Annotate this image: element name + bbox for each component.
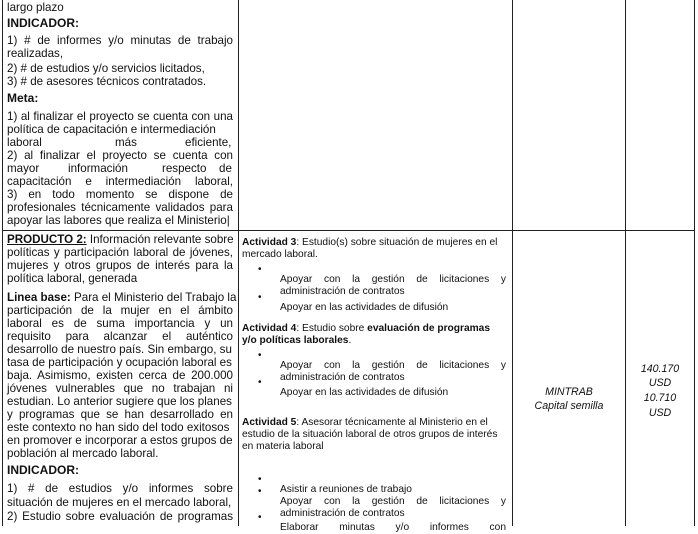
actividad-5-bullet-3: Elaborar minutas y/o informes con — [280, 522, 506, 534]
linea-base-line-5: desarrollo de nuestro país. Sin embargo, su — [7, 343, 232, 356]
linea-base-line-11: este contexto no han sido del todo exitosos — [7, 421, 230, 434]
meta-item-2-word-c: respecto — [162, 162, 207, 175]
linea-base-label: Linea base: — [7, 291, 71, 304]
meta-item-1-cont: política de capacitación e intermediación — [7, 123, 216, 136]
table-column-divider-3 — [625, 0, 626, 526]
actividad-3-text-2: mercado laboral. — [242, 249, 318, 260]
linea-base-line-2: participación de la mujer en el ámbito — [7, 304, 233, 317]
producto-desc-1: Información relevante sobre — [86, 233, 234, 246]
linea-base-line-9: estudian. Lo anterior sugiere que los planes — [7, 395, 232, 408]
linea-base-line-4: requisito para alcanzar el auténtico — [7, 330, 233, 343]
bullet-icon: • — [258, 264, 262, 275]
actividad-4-bold: evaluación de programas — [367, 323, 491, 334]
actividad-5-text-2: estudio de la situación laboral de otros grupos de interés — [242, 429, 498, 440]
bullet-icon: • — [258, 486, 262, 497]
meta-item-3: 3) en todo momento se dispone de — [7, 188, 233, 201]
producto-label: PRODUCTO 2: — [7, 233, 87, 246]
responsable-fund: Capital semilla — [534, 399, 604, 412]
actividad-4-bullet-1-cont: administración de contratos — [280, 372, 405, 384]
table-row-divider — [2, 230, 695, 231]
actividad-3-bullet-1: Apoyar con la gestión de licitaciones y — [280, 274, 506, 286]
bullet-icon: • — [258, 292, 262, 303]
indicador-item-1-cont: realizadas, — [7, 47, 64, 60]
actividad-3-bullet-2: Apoyar en las actividades de difusión — [280, 302, 449, 314]
bullet-icon: • — [258, 512, 262, 523]
actividad-5-label: Actividad 5 — [242, 417, 297, 428]
meta-item-1: 1) al finalizar el proyecto se cuenta con una — [7, 110, 233, 123]
linea-base-line-8: jóvenes vulnerables que no trabajan ni — [7, 382, 233, 395]
bullet-icon: • — [258, 350, 262, 361]
meta-item-3-end: apoyar las labores que realiza el Ministerio| — [7, 214, 230, 227]
linea-base-line-7: baja. Asimismo, existen cerca de 200.000 — [7, 369, 233, 382]
indicador-heading: INDICADOR: — [7, 16, 79, 30]
meta-item-2-word-d: de — [219, 162, 232, 175]
bullet-icon: • — [258, 377, 262, 388]
carry-over-text: largo plazo — [7, 1, 64, 14]
meta-item-1-word-b: más — [115, 136, 137, 149]
meta-item-2: 2) al finalizar el proyecto se cuenta con — [7, 149, 233, 162]
actividad-4-bullet-2: Apoyar en las actividades de difusión — [280, 387, 449, 399]
responsable-org: MINTRAB — [545, 385, 593, 398]
actividad-3-label: Actividad 3 — [242, 237, 297, 248]
producto-desc-4: política laboral, generada — [7, 272, 138, 285]
meta-item-3-cont: profesionales técnicamente validados para — [7, 201, 233, 214]
actividad-4-label: Actividad 4 — [242, 323, 297, 334]
actividad-4-dot: . — [348, 335, 352, 346]
producto-indicador-2: 2) Estudio sobre evaluación de programas — [7, 510, 233, 523]
meta-item-2-word-a: mayor — [7, 162, 40, 175]
producto-indicador-1-cont: situación de mujeres en el mercado laboral, — [7, 496, 232, 509]
meta-item-1-word-a: laboral — [7, 136, 42, 149]
producto-desc-3: mujeres y otros grupos de interés para la — [7, 259, 233, 272]
actividad-5-text-3: en materia laboral — [242, 441, 324, 452]
actividad-4-bold-2: y/o políticas laborales — [242, 335, 349, 346]
monto-2-value: 10.710 — [643, 391, 677, 404]
monto-1-value: 140.170 — [640, 362, 680, 375]
indicador-item-3: 3) # de asesores técnicos contratados. — [7, 75, 207, 88]
meta-item-2-word-b: información — [68, 162, 128, 175]
table-column-divider-2 — [512, 0, 513, 526]
table-border-left — [2, 0, 3, 526]
indicador-item-1: 1) # de informes y/o minutas de trabajo — [7, 34, 233, 47]
linea-base-line-3: laboral es de suma importancia y un — [7, 317, 233, 330]
actividad-4-text: : Estudio sobre — [296, 323, 368, 334]
meta-item-1-word-c: eficiente, — [185, 136, 232, 149]
actividad-5-bullet-1: Asistir a reuniones de trabajo — [280, 484, 412, 496]
producto-desc-2: políticas y participación laboral de jóvenes, — [7, 246, 233, 259]
producto-indicador-heading: INDICADOR: — [7, 463, 79, 477]
actividad-3-text: : Estudio(s) sobre situación de mujeres en el — [296, 237, 498, 248]
linea-base-line-12: en promover e incorporar a estos grupos de — [7, 434, 233, 447]
actividad-5-text: : Asesorar técnicamente al Ministerio en el — [296, 417, 488, 428]
linea-base-line-1 — [7, 291, 237, 304]
actividad-3-bullet-1-cont: administración de contratos — [280, 286, 405, 298]
table-column-divider-1 — [238, 0, 239, 526]
meta-heading: Meta: — [7, 91, 39, 105]
actividad-5-bullet-2-cont: administración de contratos — [280, 508, 405, 520]
bullet-icon: • — [258, 474, 262, 485]
table-border-right — [694, 0, 695, 526]
monto-1-unit: USD — [648, 376, 672, 389]
producto-indicador-1: 1) # de estudios y/o informes sobre — [7, 482, 233, 495]
actividad-5-bullet-2: Apoyar con la gestión de licitaciones y — [280, 496, 506, 508]
linea-base-text-1: Para el Ministerio del Trabajo la — [70, 291, 237, 304]
actividad-4-title-2 — [242, 334, 510, 347]
producto-title — [7, 233, 233, 246]
linea-base-line-6: tasa de participación y ocupación laboral es — [7, 356, 232, 369]
actividad-4-bullet-1: Apoyar con la gestión de licitaciones y — [280, 360, 506, 372]
meta-item-2-cont: capacitación e intermediación laboral, — [7, 175, 233, 188]
linea-base-line-13: población al mercado laboral. — [7, 447, 159, 460]
linea-base-line-10: y programas que se han desarrollado en — [7, 408, 233, 421]
monto-2-unit: USD — [648, 406, 672, 419]
indicador-item-2: 2) # de estudios y/o servicios licitados, — [7, 62, 205, 75]
